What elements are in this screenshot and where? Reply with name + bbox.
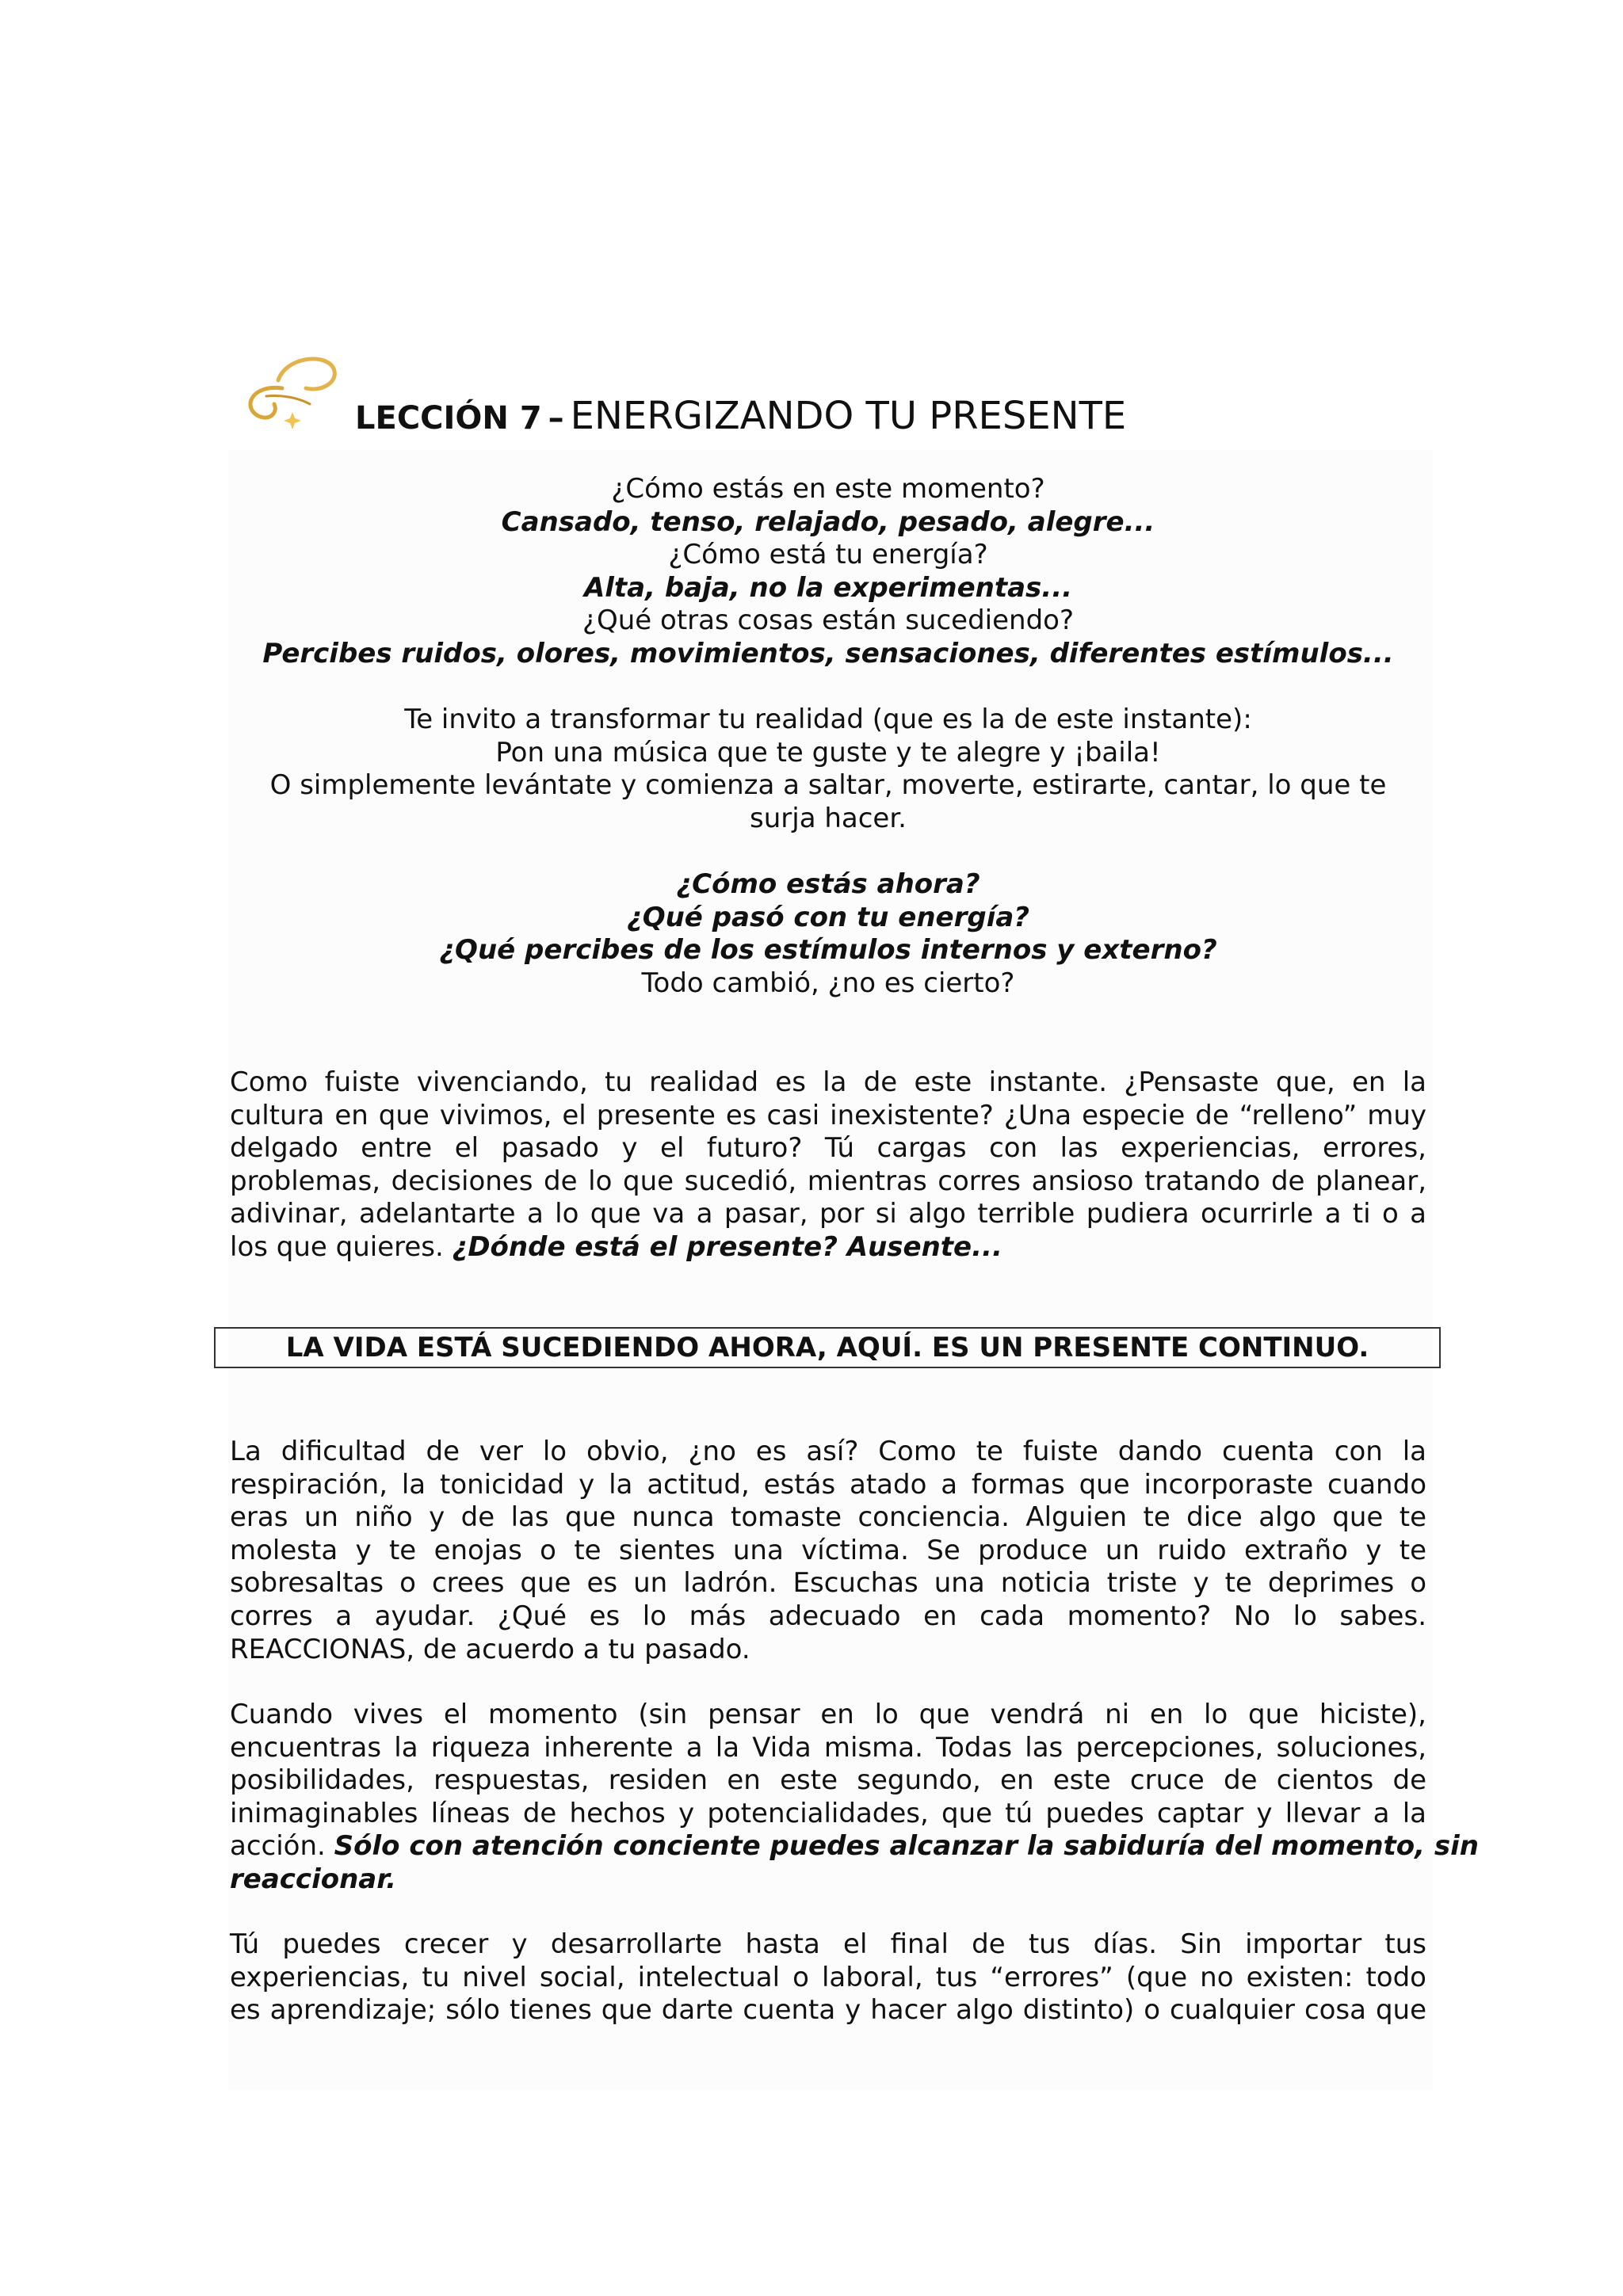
paragraph-line: sobresaltas o crees que es un ladrón. Escuchas una noticia triste y te deprimes o	[230, 1567, 1426, 1600]
paragraph-line: La dificultad de ver lo obvio, ¿no es así? Como te fuiste dando cuenta con la	[230, 1436, 1426, 1467]
lesson-title	[355, 391, 1126, 443]
lesson-number: LECCIÓN 7	[355, 400, 542, 437]
paragraph-4	[230, 1928, 1426, 2027]
title-dash: –	[548, 400, 564, 437]
invite-line: surja hacer.	[750, 802, 907, 834]
golden-swirl-logo-icon	[235, 349, 346, 436]
paragraph-1	[230, 1066, 1426, 1264]
after-conclusion-line: Todo cambió, ¿no es cierto?	[641, 967, 1015, 999]
paragraph-2	[230, 1436, 1426, 1666]
paragraph-line: encuentras la riqueza inherente a la Vida misma. Todas las percepciones, soluciones,	[230, 1731, 1426, 1764]
paragraph-line: respiración, la tonicidad y la actitud, estás atado a formas que incorporaste cuando	[230, 1468, 1426, 1501]
invite-line: O simplemente levántate y comienza a saltar, moverte, estirarte, cantar, lo que te	[269, 769, 1387, 802]
paragraph-line: es aprendizaje; sólo tienes que darte cuenta y hacer algo distinto) o cualquier cosa que	[230, 1994, 1426, 2027]
question-line: ¿Qué otras cosas están sucediendo?	[582, 605, 1075, 637]
paragraph-line: Tú puedes crecer y desarrollarte hasta el final de tus días. Sin importar tus	[230, 1928, 1426, 1960]
paragraph-line: corres a ayudar. ¿Qué es lo más adecuado en cada momento? No lo sabes.	[230, 1600, 1426, 1632]
paragraph-line: experiencias, tu nivel social, intelectual o laboral, tus “errores” (que no existen: todo	[230, 1961, 1426, 1993]
paragraph-line: cultura en que vivimos, el presente es casi inexistente? ¿Una especie de “relleno” muy	[230, 1099, 1426, 1131]
paragraph-last-line	[230, 1231, 1426, 1264]
paragraph-last-line: REACCIONAS, de acuerdo a tu pasado.	[230, 1633, 750, 1665]
questions-block	[230, 473, 1426, 671]
paragraph-line: inimaginables líneas de hechos y potencialidades, que tú puedes captar y llevar a la	[230, 1797, 1426, 1829]
paragraph-emphasis-last-line: reaccionar.	[230, 1863, 397, 1895]
invite-line: Pon una música que te guste y te alegre y ¡baila!	[495, 736, 1161, 769]
invite-line: Te invito a transformar tu realidad (que es la de este instante):	[404, 704, 1252, 735]
paragraph-line: delgado entre el pasado y el futuro? Tú cargas con las experiencias, errores,	[230, 1132, 1426, 1165]
lesson-heading: ENERGIZANDO TU PRESENTE	[570, 394, 1127, 438]
paragraph-emphasis: Sólo con atención conciente puedes alcanzar la sabiduría del momento, sin	[334, 1830, 1479, 1863]
paragraph-text: los que quieres.	[230, 1230, 453, 1263]
invite-block	[230, 704, 1426, 835]
paragraph-line: adivinar, adelantarte a lo que va a pasar, por si algo terrible pudiera ocurrirle a ti o a	[230, 1198, 1426, 1230]
answer-line: Cansado, tenso, relajado, pesado, alegre...	[501, 505, 1155, 538]
paragraph-line: molesta y te enojas o te sientes una víctima. Se produce un ruido extraño y te	[230, 1534, 1426, 1566]
paragraph-line: Cuando vives el momento (sin pensar en lo que vendrá ni en lo que hiciste),	[230, 1699, 1426, 1730]
after-block	[230, 868, 1426, 1000]
paragraph-3	[230, 1699, 1479, 1897]
answer-line: Percibes ruidos, olores, movimientos, sensaciones, diferentes estímulos...	[262, 637, 1394, 669]
paragraph-text: acción.	[230, 1830, 334, 1863]
highlight-box: LA VIDA ESTÁ SUCEDIENDO AHORA, AQUÍ. ES UN PRESENTE CONTINUO.	[214, 1327, 1441, 1368]
paragraph-line: eras un niño y de las que nunca tomaste conciencia. Alguien te dice algo que te	[230, 1501, 1426, 1534]
after-question-line: ¿Qué pasó con tu energía?	[626, 901, 1030, 933]
question-line: ¿Cómo estás en este momento?	[611, 473, 1045, 505]
paragraph-line: Como fuiste vivenciando, tu realidad es la de este instante. ¿Pensaste que, en la	[230, 1066, 1426, 1098]
paragraph-line: problemas, decisiones de lo que sucedió, mientras corres ansioso tratando de planear,	[230, 1165, 1426, 1197]
paragraph-emphasis: ¿Dónde está el presente? Ausente...	[452, 1230, 1002, 1263]
after-question-line: ¿Cómo estás ahora?	[676, 868, 980, 900]
paragraph-line	[230, 1830, 1479, 1863]
question-line: ¿Cómo está tu energía?	[668, 539, 988, 571]
after-question-line: ¿Qué percibes de los estímulos internos y externo?	[439, 934, 1217, 967]
answer-line: Alta, baja, no la experimentas...	[583, 571, 1073, 604]
paragraph-line: posibilidades, respuestas, residen en este segundo, en este cruce de cientos de	[230, 1764, 1426, 1797]
